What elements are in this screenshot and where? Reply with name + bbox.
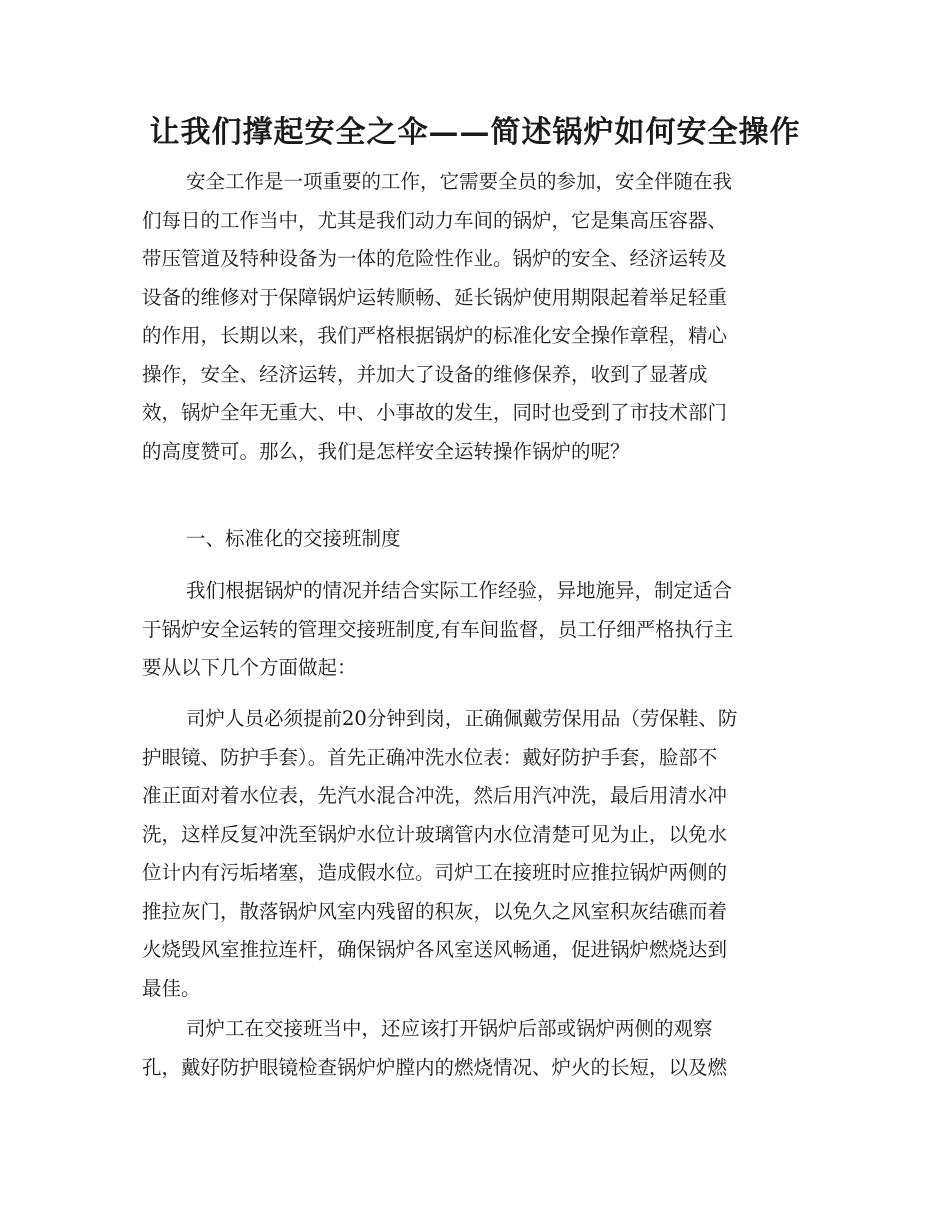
section-heading-text: 一、标准化的交接班制度 (186, 527, 401, 550)
paragraph-stoker-duties (142, 700, 802, 1008)
paragraph-line: 我们根据锅炉的情况并结合实际工作经验，异地施异，制定适合 (186, 579, 733, 602)
paragraph-line: 推拉灰门，散落锅炉风室内残留的积灰，以免久之风室积灰结礁而着 (142, 899, 728, 923)
paragraph-line: 要从以下几个方面做起： (142, 656, 357, 679)
paragraph-line: 操作，安全、经济运转，并加大了设备的维修保养，收到了显著成 (142, 362, 708, 386)
paragraph-line: 护眼镜、防护手套）。首先正确冲洗水位表：戴好防护手套，脸部不 (142, 745, 718, 769)
paragraph-line: 孔，戴好防护眼镜检查锅炉炉膛内的燃烧情况、炉火的长短，以及燃 (142, 1055, 728, 1079)
paragraph-line: 位计内有污垢堵塞，造成假水位。司炉工在接班时应推拉锅炉两侧的 (142, 861, 728, 884)
paragraph-line: 火烧毁风室推拉连杆，确保锅炉各风室送风畅通，促进锅炉燃烧达到 (142, 938, 728, 961)
paragraph-line: 洗，这样反复冲洗至锅炉水位计玻璃管内水位清楚可见为止，以免水 (142, 822, 728, 846)
paragraph-line: 的作用，长期以来，我们严格根据锅炉的标准化安全操作章程，精心 (142, 324, 728, 347)
paragraph-line: 设备的维修对于保障锅炉运转顺畅、延长锅炉使用期限起着举足轻重 (142, 285, 728, 309)
paragraph-line: 安全工作是一项重要的工作，它需要全员的参加，安全伴随在我 (186, 170, 733, 193)
paragraph-line: 司炉工在交接班当中，还应该打开锅炉后部或锅炉两侧的观察 (186, 1017, 713, 1040)
paragraph-intro (142, 163, 802, 471)
paragraph-line: 效，锅炉全年无重大、中、小事故的发生，同时也受到了市技术部门 (142, 401, 728, 424)
paragraph-line: 准正面对着水位表，先汽水混合冲洗，然后用汽冲洗，最后用清水冲 (142, 784, 728, 807)
paragraph-line: 于锅炉安全运转的管理交接班制度,有车间监督，员工仔细严格执行主 (142, 617, 734, 641)
paragraph-line: 的高度赞可。那么，我们是怎样安全运转操作锅炉的呢？ (142, 439, 630, 463)
paragraph-line: 司炉人员必须提前20分钟到岗，正确佩戴劳保用品（劳保鞋、防 (186, 707, 738, 730)
paragraph-line: 带压管道及特种设备为一体的危险性作业。锅炉的安全、经济运转及 (142, 247, 728, 270)
paragraph-line: 最佳。 (142, 976, 201, 1000)
document-title: 让我们撑起安全之伞——简述锅炉如何安全操作 (149, 115, 801, 150)
paragraph-inspection (142, 1010, 802, 1087)
paragraph-line: 们每日的工作当中，尤其是我们动力车间的锅炉，它是集高压容器、 (142, 208, 728, 232)
paragraph-handover-intro (142, 572, 802, 688)
section-heading (142, 520, 802, 559)
